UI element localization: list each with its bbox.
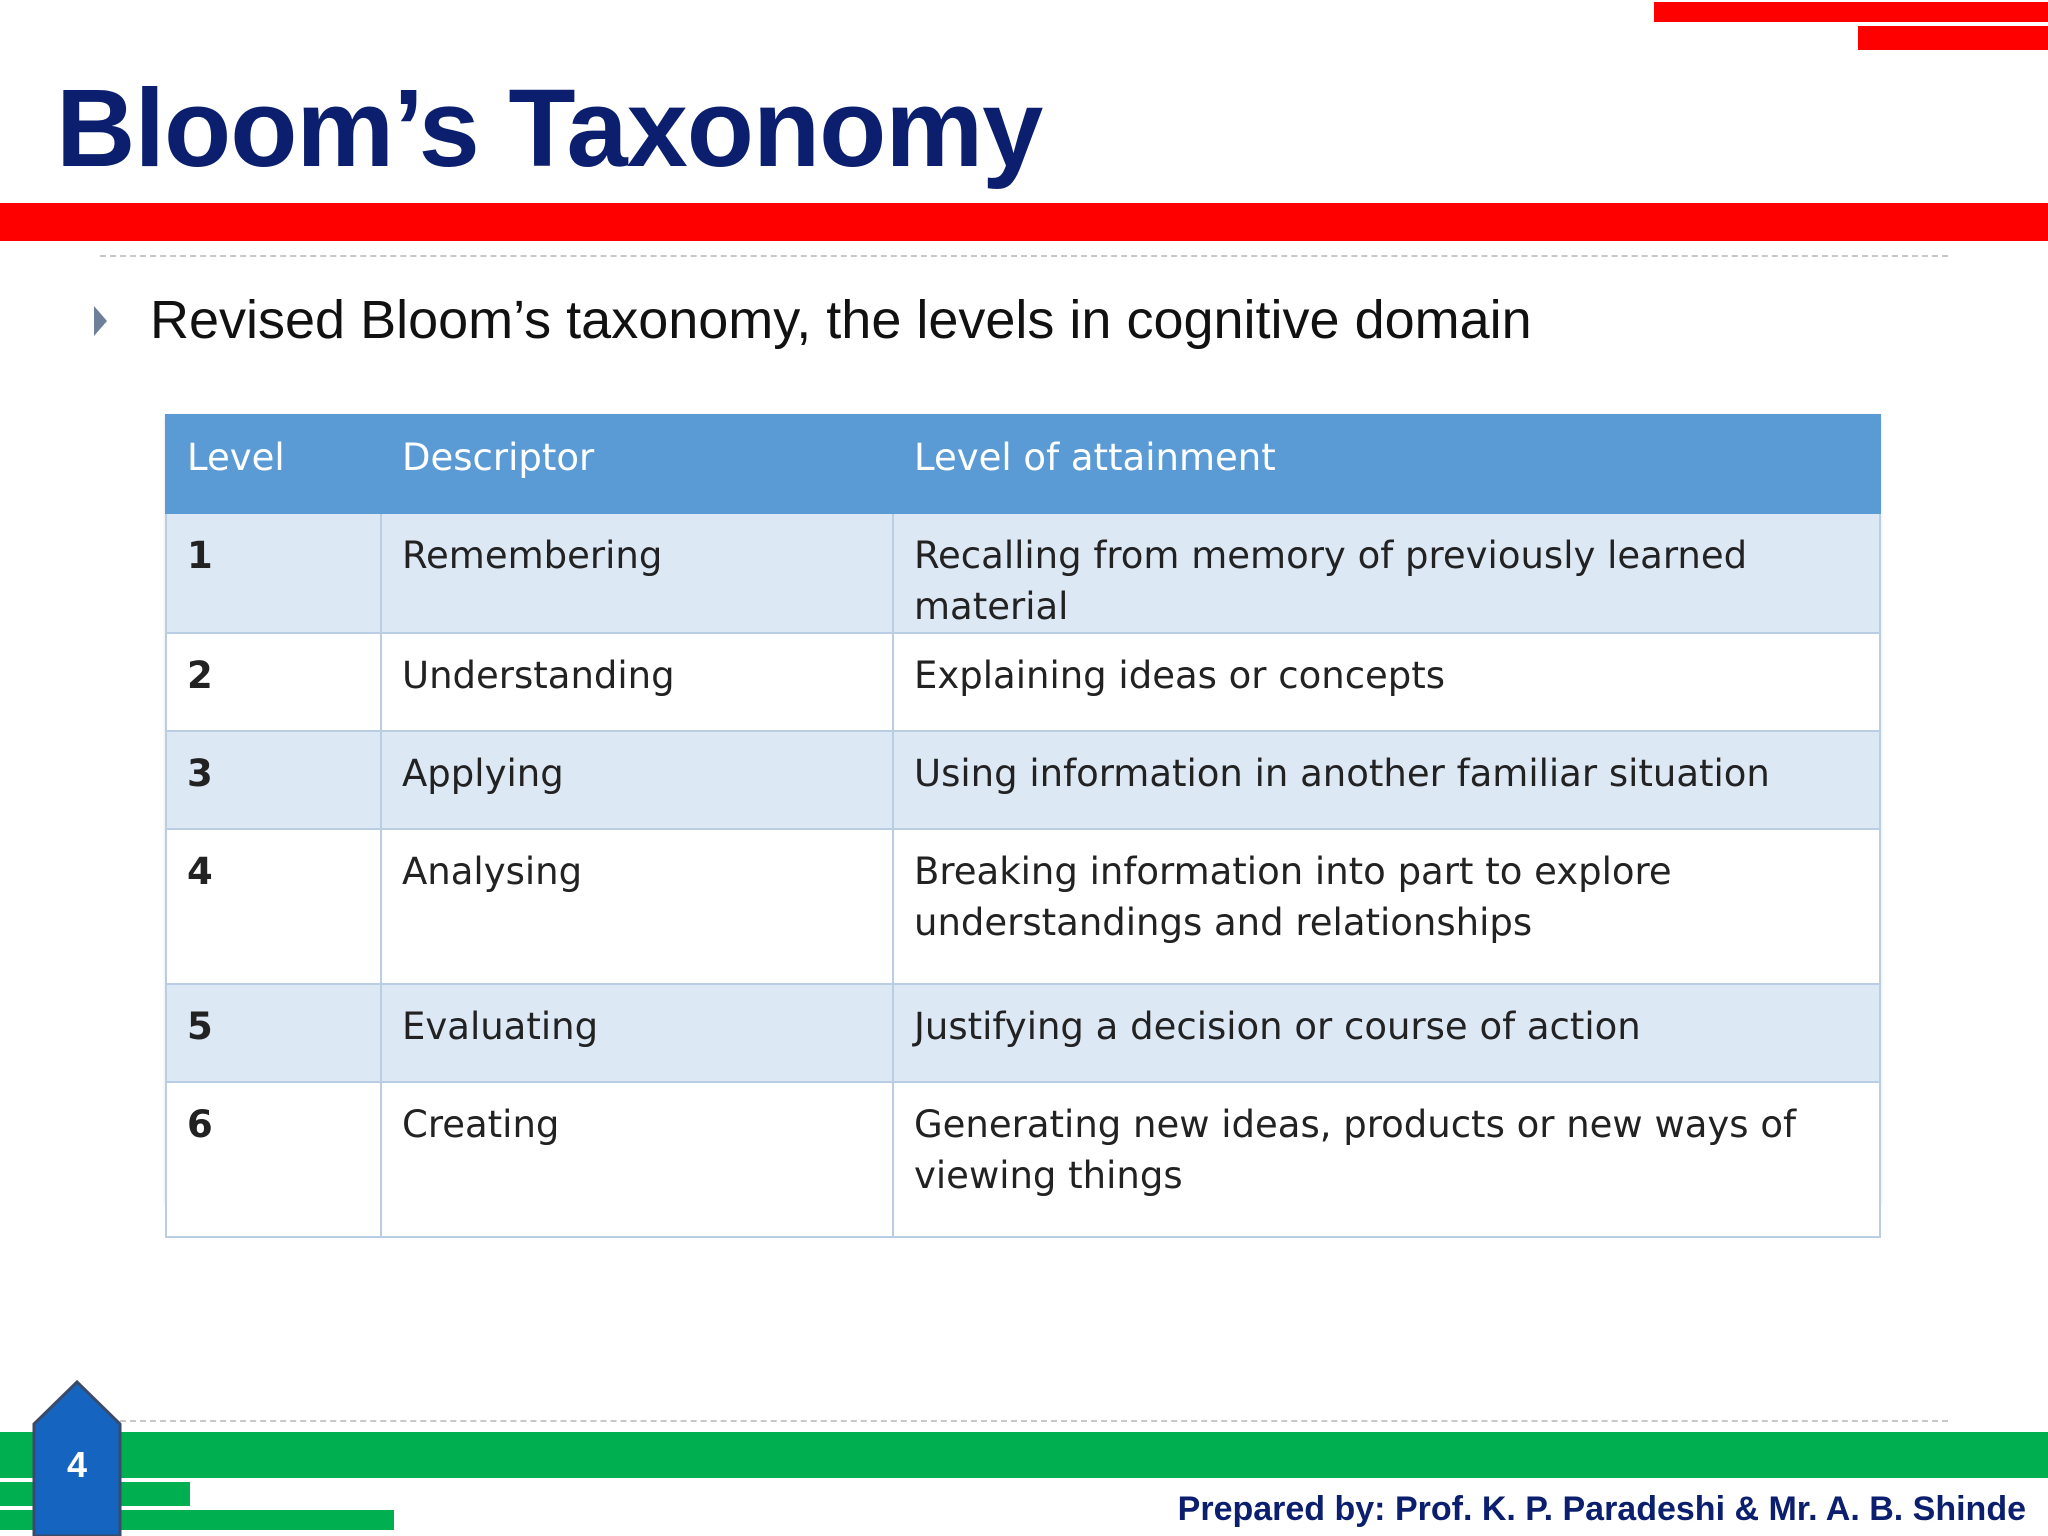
page-number-badge — [32, 1380, 122, 1536]
page-number: 4 — [66, 1444, 88, 1485]
row-descriptor: Evaluating — [381, 984, 893, 1082]
header-attainment: Level of attainment — [893, 415, 1880, 513]
row-attainment: Justifying a decision or course of action — [893, 984, 1880, 1082]
row-attainment: Using information in another familiar situation — [893, 731, 1880, 829]
row-attainment: Recalling from memory of previously learned material — [893, 513, 1880, 633]
footer-green-bar — [0, 1432, 2048, 1478]
bullet-arrow-icon — [94, 306, 107, 336]
taxonomy-table-container — [165, 414, 1879, 1204]
row-level: 2 — [166, 633, 381, 731]
row-attainment: Explaining ideas or concepts — [893, 633, 1880, 731]
top-dashed-divider — [100, 255, 1948, 257]
row-level: 6 — [166, 1082, 381, 1237]
bullet-text: Revised Bloom’s taxonomy, the levels in cognitive domain — [150, 290, 1532, 350]
row-descriptor: Understanding — [381, 633, 893, 731]
table-row — [166, 1082, 1880, 1237]
header-descriptor: Descriptor — [381, 415, 893, 513]
table-row — [166, 513, 1880, 633]
header-level: Level — [166, 415, 381, 513]
row-descriptor: Remembering — [381, 513, 893, 633]
row-attainment: Breaking information into part to explore understandings and relationships — [893, 829, 1880, 984]
row-descriptor: Creating — [381, 1082, 893, 1237]
row-attainment: Generating new ideas, products or new ways of viewing things — [893, 1082, 1880, 1237]
row-descriptor: Applying — [381, 731, 893, 829]
credits-text: Prepared by: Prof. K. P. Paradeshi & Mr. A. B. Shinde — [1177, 1490, 2026, 1528]
taxonomy-table — [165, 414, 1881, 1238]
slide-title: Bloom’s Taxonomy — [56, 67, 1043, 190]
table-row — [166, 829, 1880, 984]
table-header-row — [166, 415, 1880, 513]
table-row — [166, 984, 1880, 1082]
bottom-dashed-divider — [120, 1420, 1948, 1422]
table-row — [166, 731, 1880, 829]
row-level: 5 — [166, 984, 381, 1082]
row-descriptor: Analysing — [381, 829, 893, 984]
row-level: 3 — [166, 731, 381, 829]
table-row — [166, 633, 1880, 731]
top-accent-bar-short — [1858, 26, 2048, 50]
row-level: 1 — [166, 513, 381, 633]
top-accent-bar-long — [1654, 2, 2048, 22]
title-underline-bar — [0, 203, 2048, 241]
row-level: 4 — [166, 829, 381, 984]
